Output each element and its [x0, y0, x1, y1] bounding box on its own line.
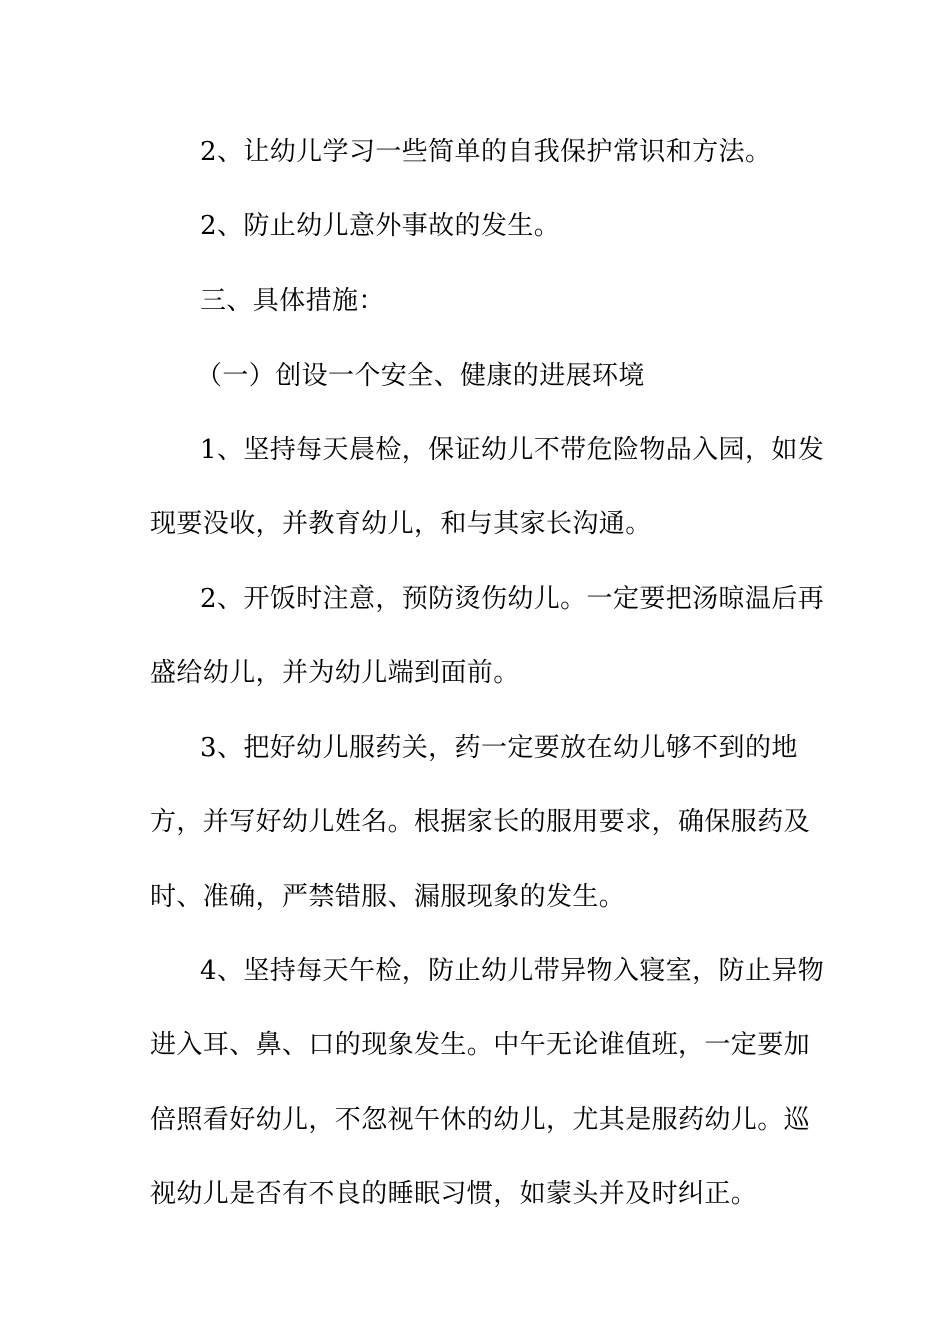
paragraph-line: 现要没收，并教育幼儿，和与其家长沟通。 — [150, 509, 652, 539]
paragraph-line: 方，并写好幼儿姓名。根据家长的服用要求，确保服药及 — [150, 807, 811, 837]
paragraph-line: 视幼儿是否有不良的睡眠习惯，如蒙头并及时纠正。 — [150, 1179, 758, 1209]
paragraph-line: 进入耳、鼻、口的现象发生。中午无论谁值班，一定要加 — [150, 1030, 811, 1060]
paragraph-line: 倍照看好幼儿，不忽视午休的幼儿，尤其是服药幼儿。巡 — [150, 1105, 811, 1135]
paragraph-line: 2、开饭时注意，预防烫伤幼儿。一定要把汤晾温后再 — [200, 584, 825, 614]
section-heading: 三、具体措施： — [200, 286, 385, 316]
paragraph-line: 3、把好幼儿服药关，药一定要放在幼儿够不到的地 — [200, 733, 798, 763]
paragraph-line: 1、坚持每天晨检，保证幼儿不带危险物品入园，如发 — [200, 435, 825, 465]
paragraph-line: 4、坚持每天午检，防止幼儿带异物入寝室，防止异物 — [200, 956, 825, 986]
paragraph-line: 盛给幼儿，并为幼儿端到面前。 — [150, 658, 520, 688]
paragraph-line: 时、准确，严禁错服、漏服现象的发生。 — [150, 882, 626, 912]
subsection-heading: （一）创设一个安全、健康的进展环境 — [196, 361, 645, 391]
paragraph-line: 2、防止幼儿意外事故的发生。 — [200, 211, 561, 241]
paragraph-line: 2、让幼儿学习一些简单的自我保护常识和方法。 — [200, 137, 772, 167]
